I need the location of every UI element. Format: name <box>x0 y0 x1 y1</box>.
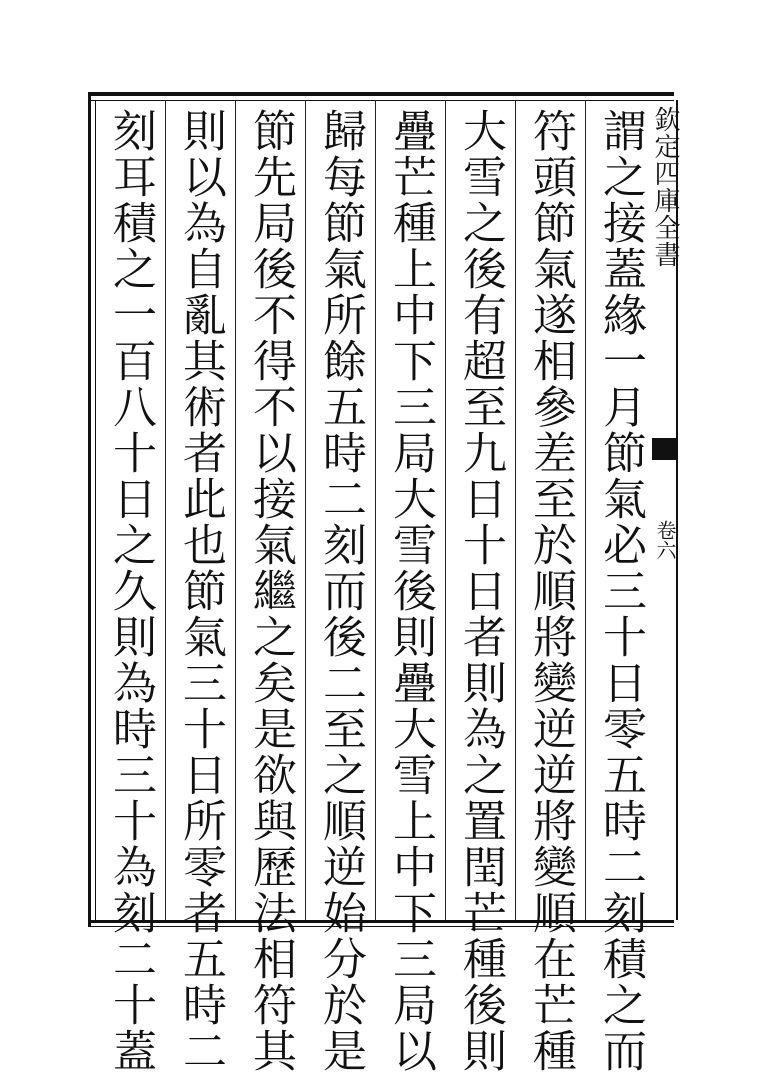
frame-top-rule <box>88 92 674 96</box>
column-text: 謂之接蓋緣一月節氣必三十日零五時二刻積之而 <box>595 108 646 1074</box>
text-column-6 <box>242 108 298 1074</box>
book-title: 欽定四庫全書 <box>650 106 680 268</box>
column-separator <box>375 100 376 920</box>
column-separator <box>445 100 446 920</box>
text-column-1 <box>592 108 648 1074</box>
column-separator <box>515 100 516 920</box>
text-column-8 <box>102 108 158 1074</box>
column-text: 刻耳積之一百八十日之久則為時三十為刻二十蓋 <box>105 108 156 1074</box>
column-separator <box>585 100 586 920</box>
column-separator <box>235 100 236 920</box>
fish-tail-mark <box>652 438 678 460</box>
text-column-3 <box>452 108 508 1074</box>
frame-left-inner-rule <box>95 100 96 922</box>
frame-left-rule <box>88 92 91 927</box>
column-separator <box>305 100 306 920</box>
frame-top-inner-rule <box>88 100 674 101</box>
text-column-2 <box>522 108 578 1074</box>
volume-label: 卷六 <box>653 520 677 560</box>
column-separator <box>165 100 166 920</box>
text-column-5 <box>312 108 368 1074</box>
page-margin-column <box>650 100 680 920</box>
text-column-7 <box>172 108 228 1074</box>
column-text: 符頭節氣遂相參差至於順將變逆逆將變順在芒種 <box>525 108 576 1074</box>
column-text: 大雪之後有超至九日十日者則為之置閏芒種後則 <box>455 108 506 1074</box>
column-text: 則以為自亂其術者此也節氣三十日所零者五時二 <box>175 108 226 1074</box>
column-text: 疊芒種上中下三局大雪後則疊大雪上中下三局以 <box>385 108 436 1074</box>
column-text: 歸每節氣所餘五時二刻而後二至之順逆始分於是 <box>315 108 366 1074</box>
column-text: 節先局後不得不以接氣繼之矣是欲與歷法相符其 <box>245 108 296 1074</box>
text-column-4 <box>382 108 438 1074</box>
